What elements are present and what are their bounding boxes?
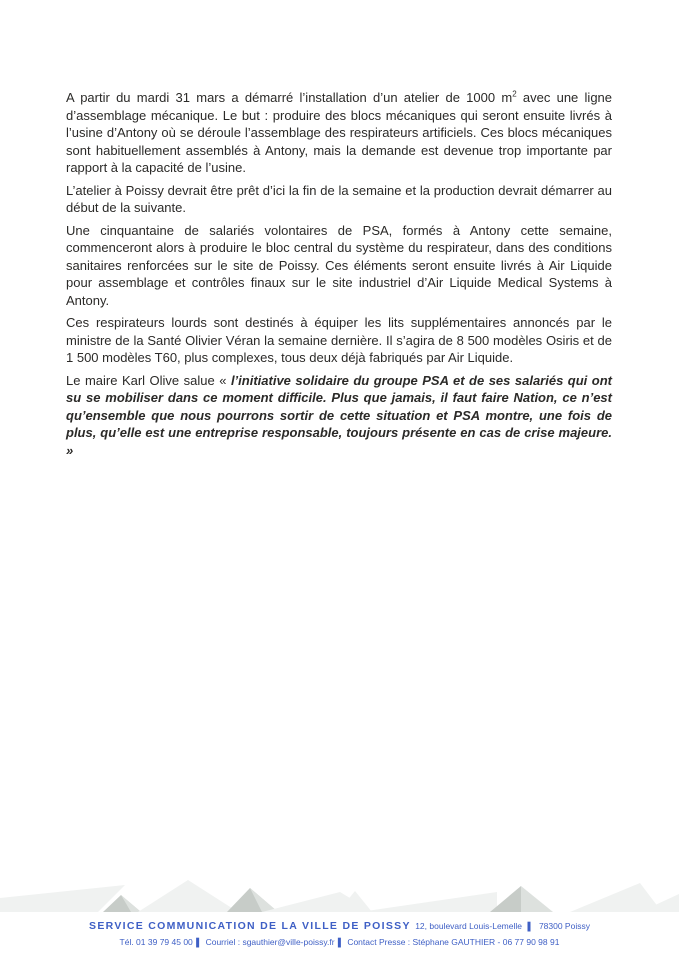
paragraph-respirateurs: Ces respirateurs lourds sont destinés à équiper les lits supplémentaires annoncés par le ministre de la Santé Olivier Véran la semaine dernière. Il s’agira de 8 500 modèles Osiris et de 1 500 modèles T60, plus complexes, tous deux déjà fabriqués par Air Liquide.: [66, 315, 612, 365]
paragraph-text: avec une ligne d’assemblage mécanique. Le but : produire des blocs mécaniques qui seront ensuite livrés à l’usine d’Antony où se déroule l’assemblage des respirateurs artificiels. Ces blocs mécaniques sont habituellement assemblés à Antony, mais la demande est devenue trop importante par rapport à la capacité de l’usine.: [66, 90, 613, 175]
footer-street: 12, boulevard Louis-Lemelle: [415, 921, 522, 931]
paragraph-text: A partir du mardi 31 mars a démarré l’installation d’un atelier de 1000 m: [66, 90, 513, 105]
footer-press-contact: Contact Presse : Stéphane GAUTHIER - 06 77 90 98 91: [347, 937, 560, 947]
paragraph-atelier: [66, 89, 612, 177]
quote-lead: Le maire Karl Olive salue «: [66, 372, 231, 388]
service-title: SERVICE COMMUNICATION DE LA VILLE DE POISSY: [89, 920, 411, 932]
mayor-quote: l’initiative solidaire du groupe PSA et de ses salariés qui ont su se mobiliser dans ce moment difficile. Plus que jamais, il faut faire Nation, ce n’est qu’ensemble que nous pourrons sortir de cette situation et PSA montre, une fois de plus, qu’elle est une entreprise responsable, toujours présente en cas de crise majeure. »: [66, 372, 612, 458]
footer-courriel-label: Courriel :: [205, 937, 241, 947]
separator-bar: ▌: [527, 921, 534, 931]
page-footer: [0, 870, 679, 960]
superscript-m2: 2: [512, 89, 517, 99]
paragraph-planning: L’atelier à Poissy devrait être prêt d’ici la fin de la semaine et la production devrait démarrer au début de la suivante.: [66, 182, 612, 215]
separator-bar: ▌: [196, 937, 203, 947]
triangle-decoration: [0, 872, 679, 912]
footer-contact-block: [0, 916, 679, 947]
footer-phone: Tél. 01 39 79 45 00: [119, 937, 193, 947]
footer-city: 78300 Poissy: [538, 921, 590, 931]
footer-line-2: [0, 937, 679, 947]
paragraph-quote: [66, 372, 612, 460]
separator-bar: ▌: [337, 937, 344, 947]
footer-line-1: [0, 916, 679, 934]
document-body: [66, 89, 612, 464]
email-link[interactable]: sgauthier@ville-poissy.fr: [242, 937, 335, 947]
paragraph-salaries: Une cinquantaine de salariés volontaires de PSA, formés à Antony cette semaine, commenceront alors à produire le bloc central du système du respirateur, dans des conditions sanitaires renforcées sur le site de Poissy. Ces éléments seront ensuite livrés à Air Liquide pour assemblage et contrôles finaux sur le site industriel d’Air Liquide Medical Systems à Antony.: [66, 222, 612, 308]
